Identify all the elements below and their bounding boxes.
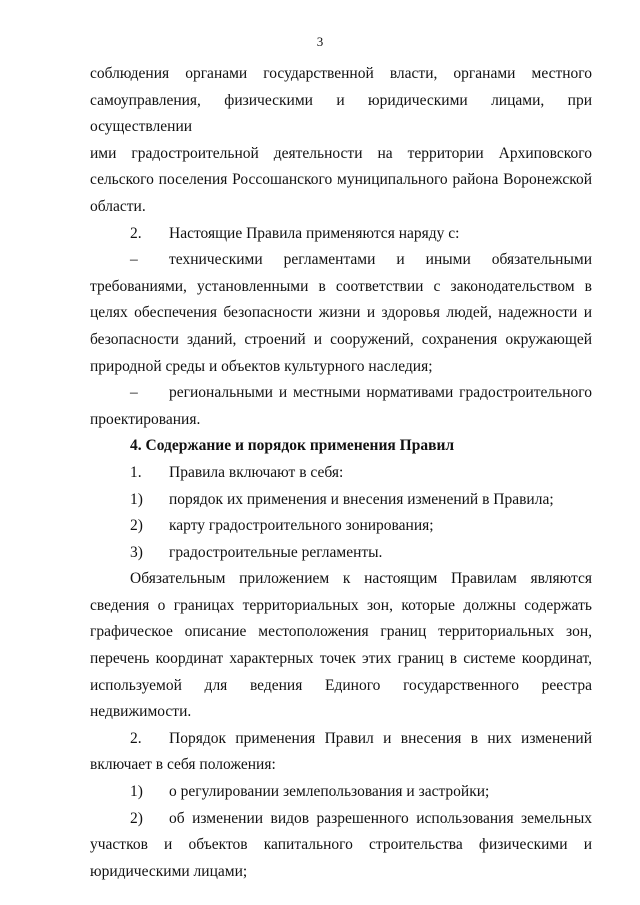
list-item-text: градостроительные регламенты.: [169, 543, 383, 561]
list-item-number: 2): [130, 809, 143, 827]
list-item-number: 2.: [130, 224, 142, 242]
section-heading: 4. Содержание и порядок применения Правил: [130, 437, 455, 455]
list-item-number: 2.: [130, 729, 142, 747]
list-item-2: [90, 221, 592, 248]
section-item-2-first: [90, 726, 592, 753]
s2-subitem-2-rest: участков и объектов капитального строительства физическими и юридическими лицами;: [90, 836, 592, 880]
list-item-text: порядок их применения и внесения изменений в Правила;: [169, 490, 554, 508]
intro-line-5: области.: [90, 197, 146, 215]
document-body: [90, 61, 592, 885]
page-number: 3: [316, 34, 324, 49]
list-item-text: Порядок применения Правил и внесения в них изменений: [169, 729, 592, 747]
list-item-text: Правила включают в себя:: [169, 463, 344, 481]
dash-item-1-first: [90, 247, 592, 274]
intro-line-3: ими градостроительной деятельности на территории Архиповского: [90, 144, 592, 162]
section-item-2-rest: включает в себя положения:: [90, 756, 276, 774]
list-item-number: 2): [130, 517, 143, 535]
dash-item-text: региональными и местными нормативами градостроительного: [169, 384, 592, 402]
dash-item-2-rest: проектирования.: [90, 410, 201, 428]
dash-marker: –: [130, 384, 138, 402]
list-item-text: об изменении видов разрешенного использования земельных: [169, 809, 592, 827]
list-item-number: 1): [130, 783, 143, 801]
list-item-number: 1): [130, 490, 143, 508]
list-item-text: о регулировании землепользования и застройки;: [169, 783, 490, 801]
section-item-1: [90, 460, 592, 487]
dash-item-text: техническими регламентами и иными обязательными: [169, 251, 592, 269]
subitem-1: [90, 487, 592, 514]
s2-subitem-1: [90, 779, 592, 806]
dash-marker: –: [130, 251, 138, 269]
subitem-3: [90, 540, 592, 567]
intro-line-4: сельского поселения Россошанского муниципального района Воронежской: [90, 171, 592, 189]
dash-item-2-first: [90, 380, 592, 407]
list-item-text: Настоящие Правила применяются наряду с:: [169, 224, 460, 242]
annex-paragraph: Обязательным приложением к настоящим Правилам являются сведения о границах территориальных зон, которые должны содержать графическое описание местоположения границ территориальных зон, перечень координат характерных точек этих границ в системе координат, используемой для ведения Единого государственного реестра недвижимости.: [90, 570, 592, 721]
intro-line-2: самоуправления, физическими и юридическими лицами, при осуществлении: [90, 91, 592, 136]
subitem-2: [90, 513, 592, 540]
dash-item-1-rest: требованиями, установленными в соответствии с законодательством в целях обеспечения безопасности жизни и здоровья людей, надежности и безопасности зданий, строений и сооружений, сохранения окружающей природной среды и объектов культурного наследия;: [90, 277, 592, 375]
list-item-number: 1.: [130, 463, 142, 481]
s2-subitem-2-first: [90, 806, 592, 833]
intro-line-1: соблюдения органами государственной власти, органами местного: [90, 65, 592, 82]
list-item-text: карту градостроительного зонирования;: [169, 517, 434, 535]
list-item-number: 3): [130, 543, 143, 561]
